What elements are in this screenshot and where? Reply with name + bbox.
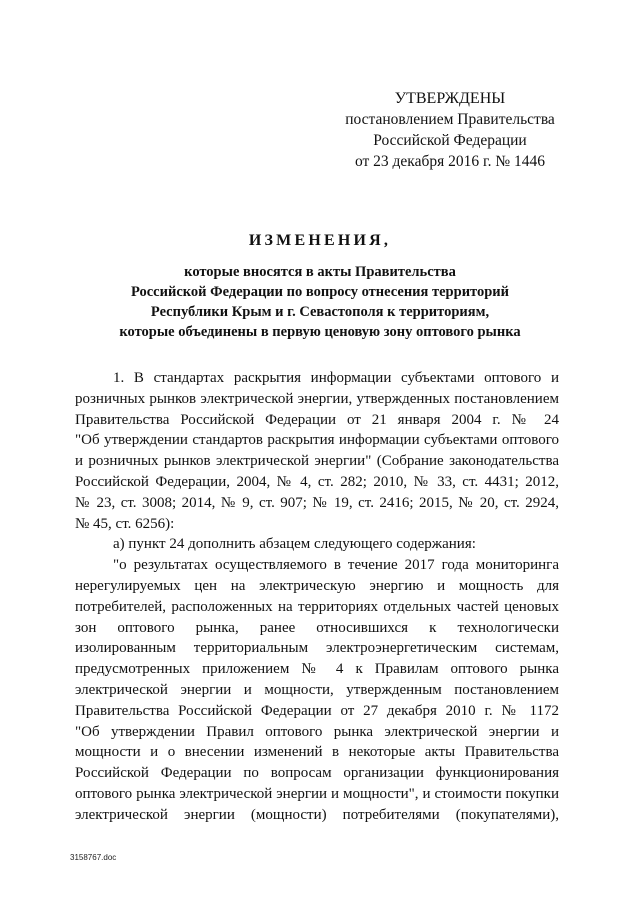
body-line: нерегулируемых цен на электрическую энергию и мощность для [75, 577, 559, 594]
body-line: а) пункт 24 дополнить абзацем следующего содержания: [113, 536, 476, 553]
body-line: № 45, ст. 6256): [75, 515, 175, 532]
body-line: электрической энергии и мощности, утвержденным постановлением [75, 681, 559, 698]
body-line: "Об утверждении Правил оптового рынка электрической энергии и [75, 723, 559, 740]
subtitle-line-1: которые вносятся в акты Правительства [184, 264, 456, 280]
body-line: "о результатах осуществляемого в течение 2017 года мониторинга [113, 557, 559, 574]
document-title: ИЗМЕНЕНИЯ, [248, 232, 392, 249]
body-line: 1. В стандартах раскрытия информации субъектами оптового и [113, 370, 559, 386]
body-line: Правительства Российской Федерации от 27 декабря 2010 г. № 1172 [75, 702, 559, 719]
body-line: и розничных рынков электрической энергии" (Собрание законодательства [75, 453, 559, 470]
body-line: Правительства Российской Федерации от 21 января 2004 г. № 24 [75, 411, 559, 428]
approval-heading: УТВЕРЖДЕНЫ [394, 90, 506, 107]
approval-block [330, 88, 570, 172]
body-text [75, 368, 559, 826]
body-line: розничных рынков электрической энергии, утвержденных постановлением [75, 390, 559, 407]
subtitle-line-4: которые объединены в первую ценовую зону оптового рынка [119, 324, 521, 340]
subtitle-line-3: Республики Крым и г. Севастополя к территориям, [150, 304, 490, 320]
body-line: Российской Федерации по вопросам организации функционирования [75, 765, 559, 782]
body-line: Российской Федерации, 2004, № 4, ст. 282; 2010, № 33, ст. 4431; 2012, [75, 473, 559, 490]
body-line: оптового рынка электрической энергии и мощности", и стоимости покупки [75, 785, 559, 802]
body-line: изолированным территориальным электроэнергетическим системам, [75, 640, 559, 657]
body-line: мощности и о внесении изменений в некоторые акты Правительства [75, 744, 559, 761]
subtitle-line-2: Российской Федерации по вопросу отнесения территорий [131, 284, 509, 300]
body-line: зон оптового рынка, ранее относившихся к технологически [75, 619, 559, 636]
body-line: электрической энергии (мощности) потребителями (покупателями), [75, 806, 559, 823]
document-subtitle [60, 262, 580, 342]
body-line: предусмотренных приложением № 4 к Правилам оптового рынка [75, 661, 559, 678]
footer-file-id: 3158767.doc [70, 853, 117, 862]
approval-line-federation: Российской Федерации [373, 132, 527, 149]
approval-line-date-number: от 23 декабря 2016 г. № 1446 [354, 153, 546, 170]
body-line: № 23, ст. 3008; 2014, № 9, ст. 907; № 19, ст. 2416; 2015, № 20, ст. 2924, [75, 494, 559, 511]
approval-line-decree: постановлением Правительства [345, 111, 555, 128]
body-line: потребителей, расположенных на территориях отдельных частей ценовых [75, 598, 559, 615]
body-line: "Об утверждении стандартов раскрытия информации субъектами оптового [75, 432, 559, 449]
